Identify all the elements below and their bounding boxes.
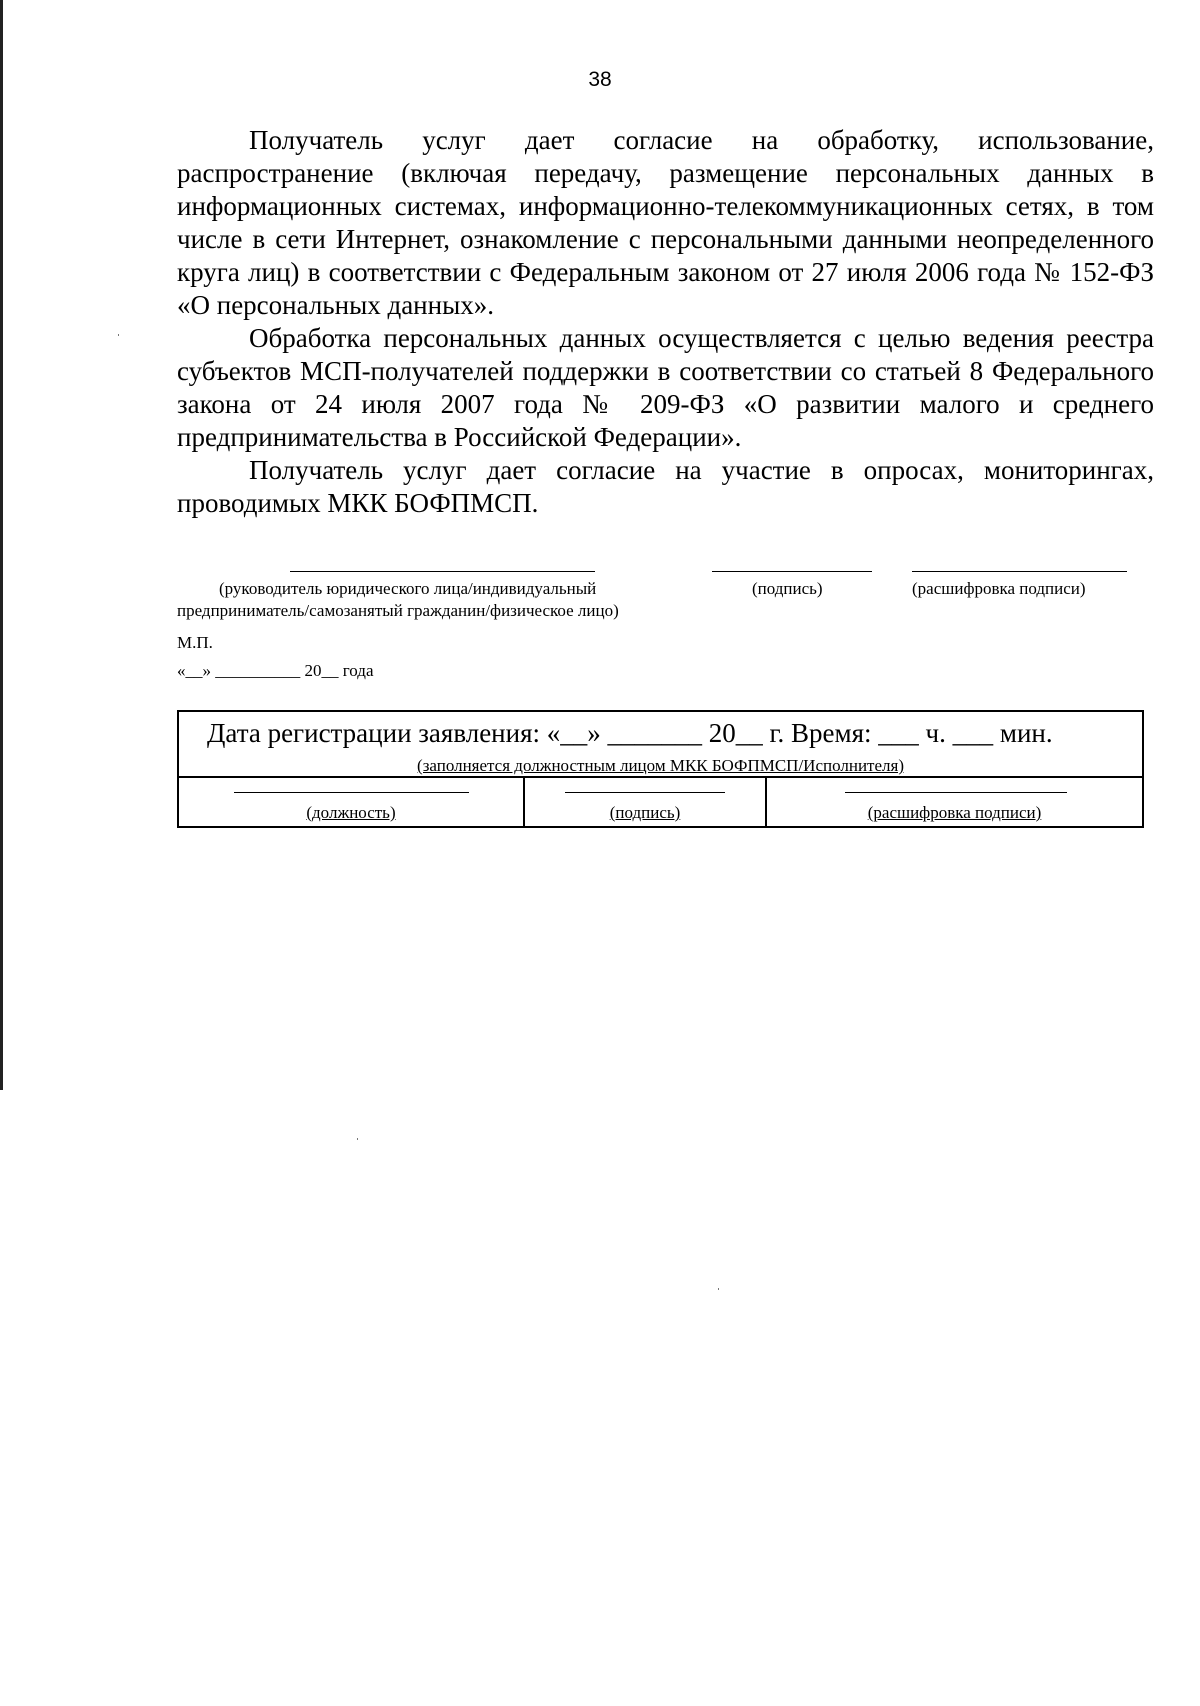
body-text bbox=[177, 124, 1154, 520]
sign-caption: (подпись) bbox=[752, 579, 823, 598]
registration-title: Дата регистрации заявления: «__» _______ 20__ г. Время: ___ ч. ___ мин. bbox=[207, 718, 1053, 748]
scan-speck bbox=[118, 334, 119, 336]
registration-sign-cell bbox=[524, 777, 766, 827]
head-caption-line2: предприниматель/самозанятый гражданин/физическое лицо) bbox=[177, 601, 619, 620]
paragraph-consent: Получатель услуг дает согласие на обработку, использование, распространение (включая передачу, размещение персональных данных в информационных системах, информационно-телекоммуникационных сетях, в том числе в сети Интернет, ознакомление с персональными данными неопределенного круга лиц) в соответствии с Федеральным законом от 27 июля 2006 года № 152-ФЗ «О персональных данных». bbox=[177, 125, 1154, 320]
paragraph-surveys: Получатель услуг дает согласие на участие в опросах, мониторингах, проводимых МКК БОФПМСП. bbox=[177, 455, 1154, 518]
position-line bbox=[234, 792, 469, 793]
registration-sign-caption: (подпись) bbox=[609, 803, 681, 822]
position-caption: (должность) bbox=[306, 803, 396, 822]
scan-speck bbox=[357, 1138, 358, 1140]
scan-edge bbox=[0, 0, 3, 1090]
paragraph-processing: Обработка персональных данных осуществляется с целью ведения реестра субъектов МСП-получателей поддержки в соответствии со статьей 8 Федерального закона от 24 июля 2007 года № 209-ФЗ «О развитии малого и среднего предпринимательства в Российской Федерации». bbox=[177, 323, 1154, 452]
registration-header-cell bbox=[178, 711, 1143, 777]
registration-table bbox=[177, 710, 1144, 828]
registration-decode-cell bbox=[766, 777, 1143, 827]
decode-line bbox=[912, 571, 1127, 572]
stamp-label: М.П. bbox=[177, 633, 213, 652]
date-line: «__» __________ 20__ года bbox=[177, 661, 374, 680]
sign-line bbox=[712, 571, 872, 572]
registration-note: (заполняется должностным лицом МКК БОФПМСП/Исполнителя) bbox=[417, 756, 904, 775]
head-caption-line1: (руководитель юридического лица/индивидуальный bbox=[219, 579, 597, 598]
position-cell bbox=[178, 777, 524, 827]
registration-decode-caption: (расшифровка подписи) bbox=[867, 803, 1042, 822]
decode-caption: (расшифровка подписи) bbox=[912, 579, 1086, 598]
scan-speck bbox=[718, 1288, 719, 1290]
head-signature-line bbox=[290, 571, 595, 572]
registration-sign-line bbox=[565, 792, 725, 793]
page-number: 38 bbox=[588, 68, 612, 91]
registration-decode-line bbox=[845, 792, 1067, 793]
